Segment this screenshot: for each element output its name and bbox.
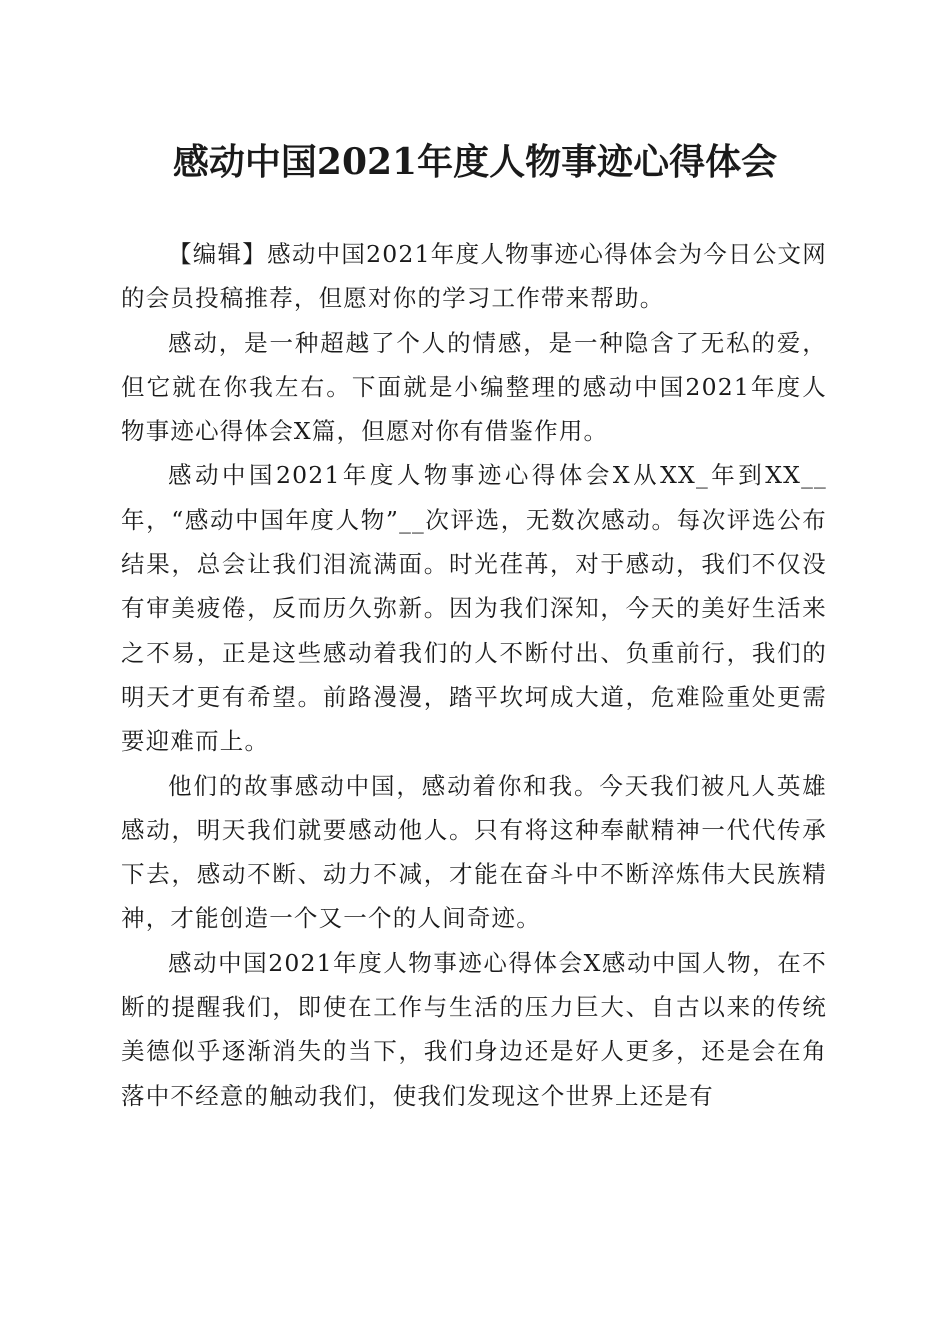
document-title: 感动中国2021年度人物事迹心得体会 <box>172 141 778 183</box>
paragraph-essay-one: 感动中国2021年度人物事迹心得体会X从XX_年到XX__年，“感动中国年度人物”__次评选，无数次感动。每次评选公布结果，总会让我们泪流满面。时光荏苒，对于感动，我们不仅没有审美疲倦，反而历久弥新。因为我们深知，今天的美好生活来之不易，正是这些感动着我们的人不断付出、负重前行，我们的明天才更有希望。前路漫漫，踏平坎坷成大道，危难险重处更需要迎难而上。 <box>121 461 827 756</box>
paragraph-essay-two: 感动中国2021年度人物事迹心得体会X感动中国人物，在不断的提醒我们，即使在工作与生活的压力巨大、自古以来的传统美德似乎逐渐消失的当下，我们身边还是好人更多，还是会在角落中不经意的触动我们，使我们发现这个世界上还是有 <box>121 948 827 1110</box>
paragraph-editor-note: 【编辑】感动中国2021年度人物事迹心得体会为今日公文网的会员投稿推荐，但愿对你的学习工作带来帮助。 <box>121 240 827 313</box>
paragraph-intro: 感动，是一种超越了个人的情感，是一种隐含了无私的爱，但它就在你我左右。下面就是小编整理的感动中国2021年度人物事迹心得体会X篇，但愿对你有借鉴作用。 <box>121 328 827 446</box>
document-body <box>121 232 827 1118</box>
paragraph-essay-one-continued: 他们的故事感动中国，感动着你和我。今天我们被凡人英雄感动，明天我们就要感动他人。只有将这种奉献精神一代代传承下去，感动不断、动力不减，才能在奋斗中不断淬炼伟大民族精神，才能创造一个又一个的人间奇迹。 <box>121 771 827 933</box>
